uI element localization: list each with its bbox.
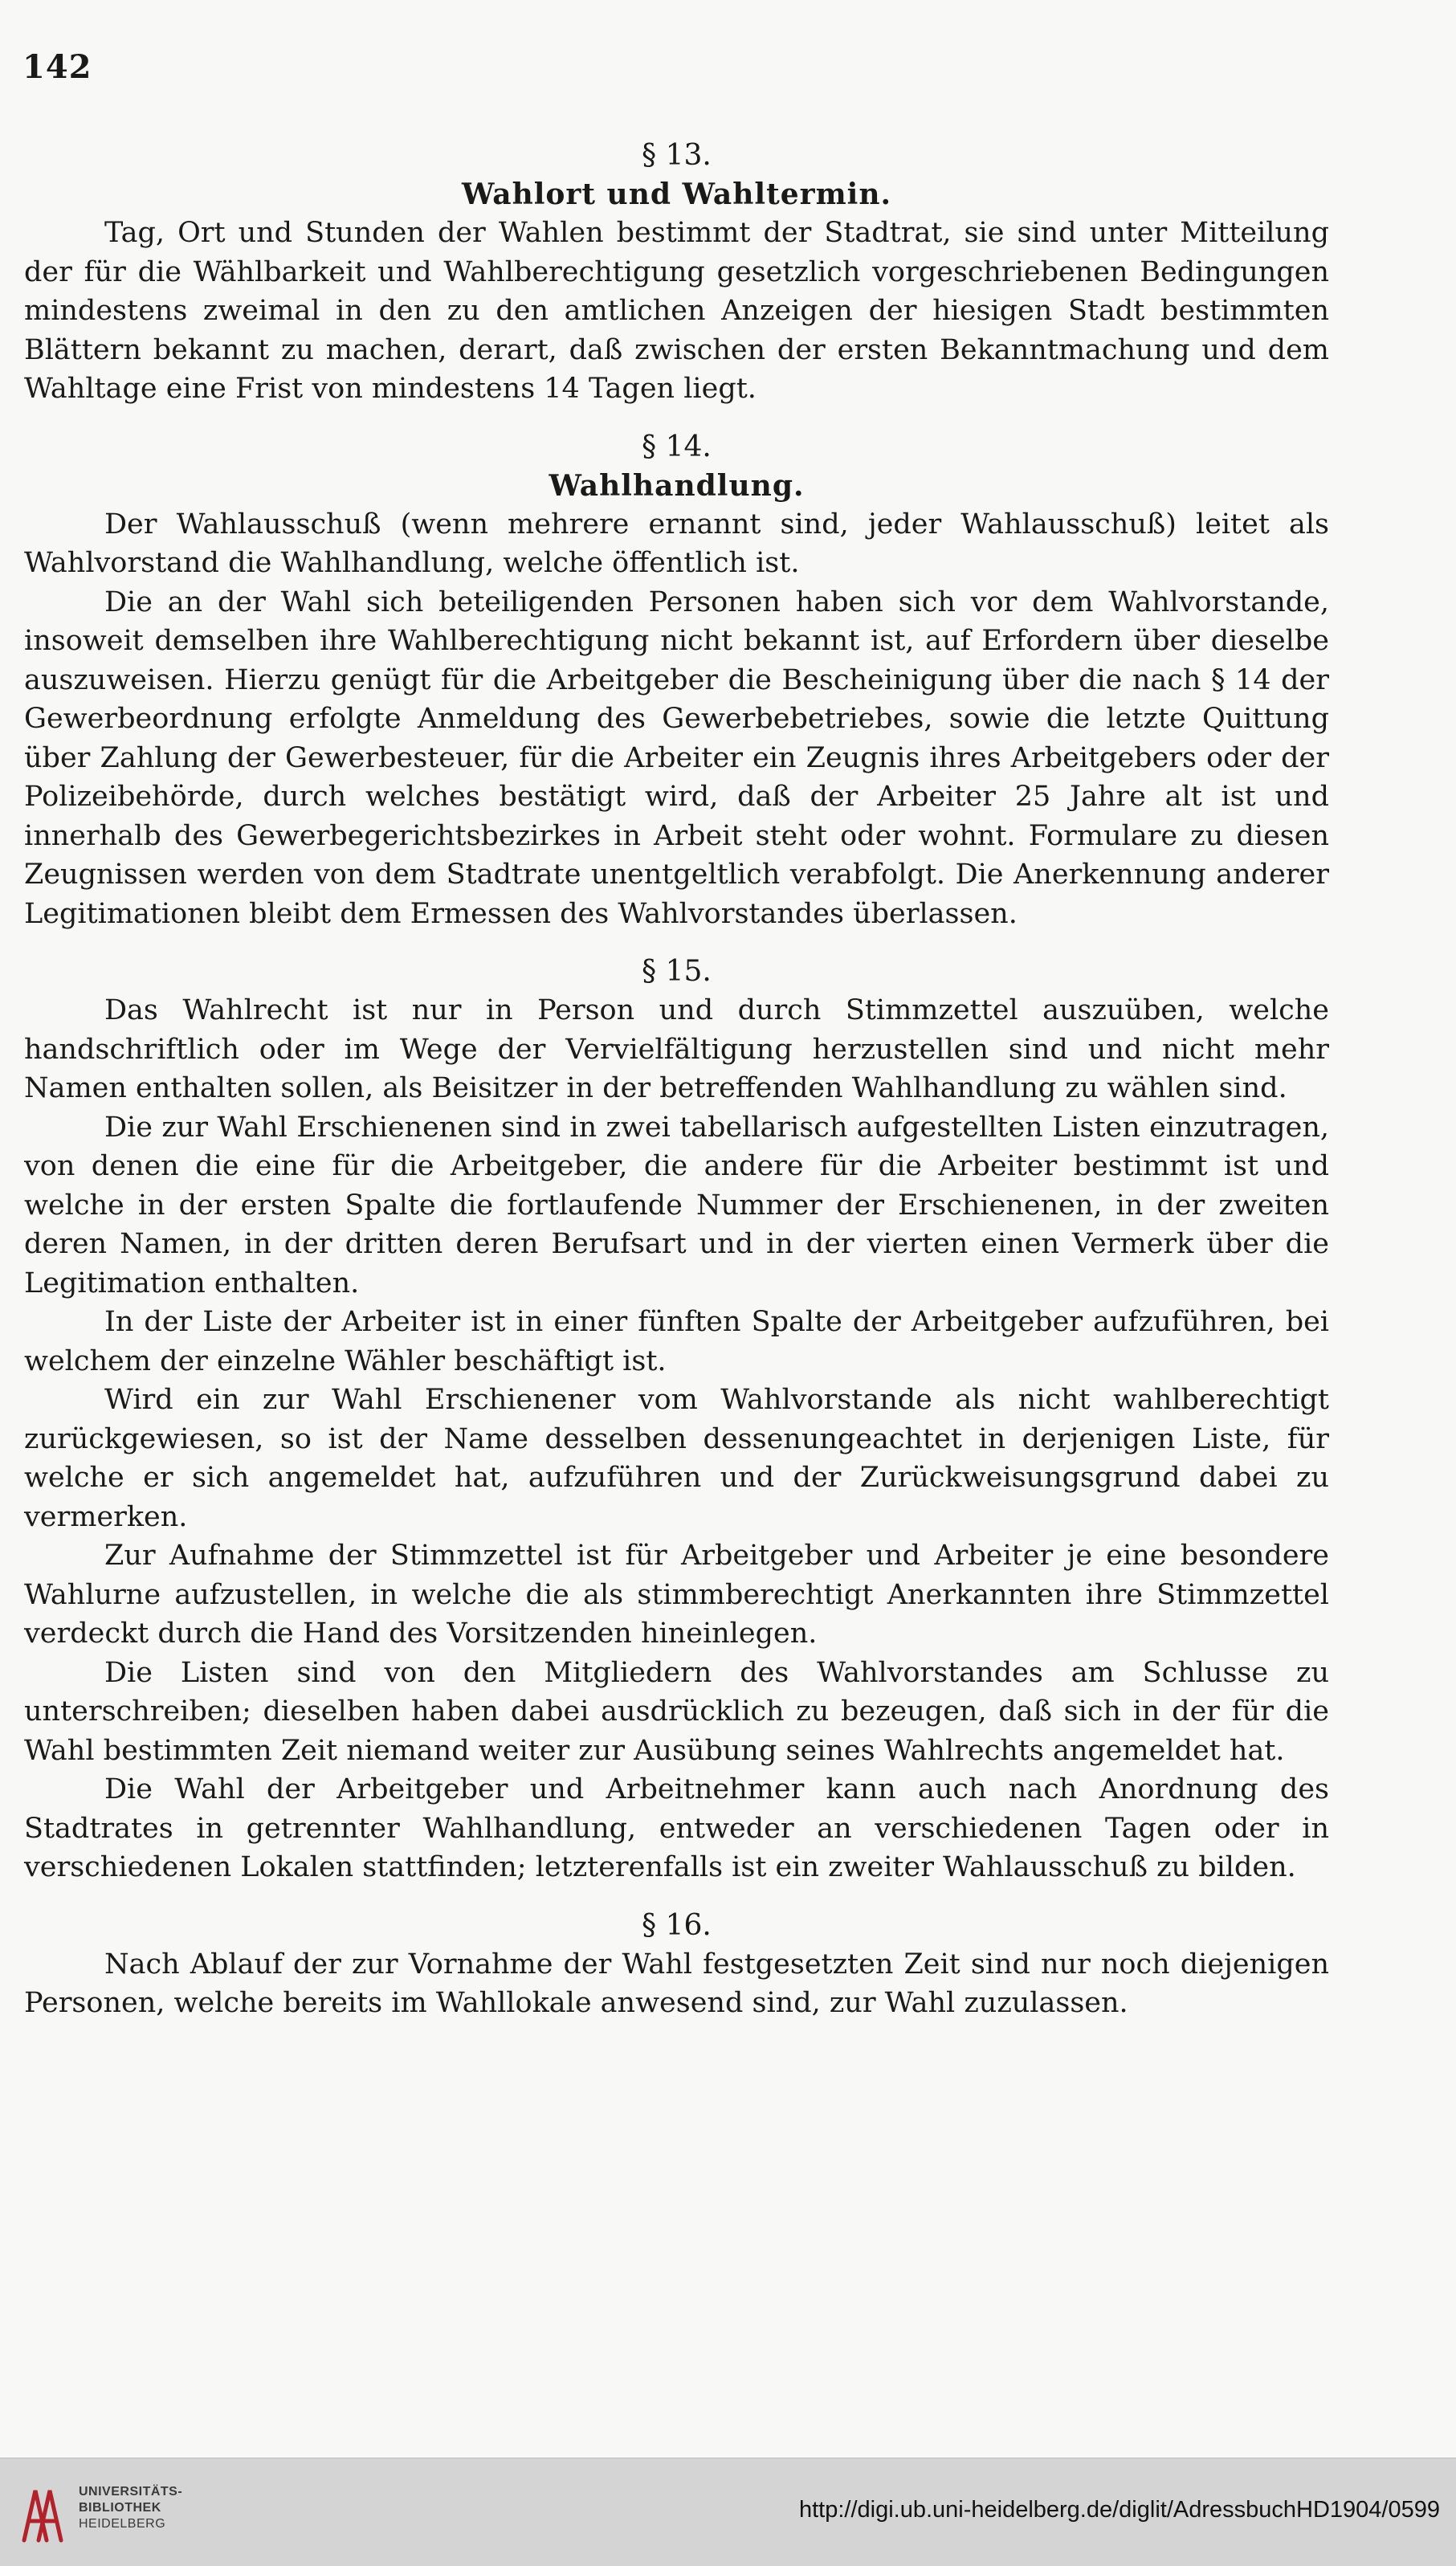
paragraph: Der Wahlausschuß (wenn mehrere ernannt sind, jeder Wahlausschuß) leitet als Wahlvorstand die Wahlhandlung, welche öffentlich ist.: [24, 508, 1329, 579]
library-logo-icon[interactable]: [18, 2476, 67, 2547]
paragraph: Die zur Wahl Erschienenen sind in zwei tabellarisch aufgestellten Listen einzutragen, von denen die eine für die Arbeitgeber, die andere für die Arbeiter bestimmt ist und welche in der ersten Spalte die fortlaufende Nummer der Erschienenen, in der zweiten deren Namen, in der dritten deren Berufsart und in der vierten einen Vermerk über die Legitimation enthalten.: [24, 1111, 1329, 1299]
paragraph: Die Listen sind von den Mitgliedern des Wahlvorstandes am Schlusse zu unterschreiben; dieselben haben dabei ausdrücklich zu bezeugen, daß sich in der für die Wahl bestimmten Zeit niemand weiter zur Ausübung seines Wahlrechts angemeldet hat.: [24, 1656, 1329, 1767]
paragraph: Wird ein zur Wahl Erschienener vom Wahlvorstande als nicht wahlberechtigt zurückgewiesen, so ist der Name desselben dessenungeachtet in derjenigen Liste, für welche er sich angemeldet hat, aufzuführen und der Zurückweisungsgrund dabei zu vermerken.: [24, 1384, 1329, 1533]
library-name-line: UNIVERSITÄTS-: [79, 2485, 183, 2499]
section-number: § 13.: [642, 139, 712, 172]
page-number: 142: [22, 48, 92, 86]
paragraph: Zur Aufnahme der Stimmzettel ist für Arbeitgeber und Arbeiter je eine besondere Wahlurne aufzustellen, in welche die als stimmberechtigt Anerkannten ihre Stimmzettel verdeckt durch die Hand des Vorsitzenden hineinlegen.: [24, 1540, 1329, 1650]
section-number: § 14.: [642, 430, 712, 463]
section-gap: [24, 933, 1329, 953]
paragraph: Die Wahl der Arbeitgeber und Arbeitnehmer kann auch nach Anordnung des Stadtrates in getrennter Wahlhandlung, entweder an verschiedenen Tagen oder in verschiedenen Lokalen stattfinden; letzterenfalls ist ein zweiter Wahlausschuß zu bilden.: [24, 1773, 1329, 1883]
paragraph: In der Liste der Arbeiter ist in einer fünften Spalte der Arbeitgeber aufzuführen, bei welchem der einzelne Wähler beschäftigt ist.: [24, 1306, 1329, 1377]
section-number: § 16.: [642, 1908, 712, 1942]
section-gap: [24, 1887, 1329, 1907]
paragraph: Das Wahlrecht ist nur in Person und durch Stimmzettel auszuüben, welche handschriftlich oder im Wege der Vervielfältigung herzustellen sind und nicht mehr Namen enthalten sollen, als Beisitzer in der betreffenden Wahlhandlung zu wählen sind.: [24, 994, 1329, 1104]
paragraph: Nach Ablauf der zur Vornahme der Wahl festgesetzten Zeit sind nur noch diejenigen Personen, welche bereits im Wahllokale anwesend sind, zur Wahl zuzulassen.: [24, 1948, 1329, 2019]
section-title: Wahlhandlung.: [549, 468, 805, 503]
source-url[interactable]: http://digi.ub.uni-heidelberg.de/diglit/AdressbuchHD1904/0599: [798, 2497, 1440, 2523]
library-name-line: HEIDELBERG: [79, 2517, 166, 2531]
library-name: [79, 2484, 182, 2532]
library-name-line: BIBLIOTHEK: [79, 2501, 161, 2515]
paragraph: Tag, Ort und Stunden der Wahlen bestimmt der Stadtrat, sie sind unter Mitteilung der für die Wählbarkeit und Wahlberechtigung gesetzlich vorgeschriebenen Bedingungen mindestens zweimal in den zu den amtlichen Anzeigen der hiesigen Stadt bestimmten Blättern bekannt zu machen, derart, daß zwischen der ersten Bekanntmachung und dem Wahltage eine Frist von mindestens 14 Tagen liegt.: [24, 217, 1329, 405]
section-title: Wahlort und Wahltermin.: [461, 177, 892, 211]
section-number: § 15.: [642, 955, 712, 988]
section-gap: [24, 409, 1329, 428]
paragraph: Die an der Wahl sich beteiligenden Personen haben sich vor dem Wahlvorstande, insoweit demselben ihre Wahlberechtigung nicht bekannt ist, auf Erfordern über dieselbe auszuweisen. Hierzu genügt für die Arbeitgeber die Bescheinigung über die nach § 14 der Gewerbeordnung erfolgte Anmeldung des Gewerbebetriebes, sowie die letzte Quittung über Zahlung der Gewerbesteuer, für die Arbeiter ein Zeugnis ihres Arbeitgebers oder der Polizeibehörde, durch welches bestätigt wird, daß der Arbeiter 25 Jahre alt ist und innerhalb des Gewerbegerichtsbezirkes in Arbeit steht oder wohnt. Formulare zu diesen Zeugnissen werden von dem Stadtrate unentgeltlich verabfolgt. Die Anerkennung anderer Legitimationen bleibt dem Ermessen des Wahlvorstandes überlassen.: [24, 585, 1329, 930]
footer-bar: [0, 2458, 1456, 2566]
document-body: [24, 137, 1329, 2023]
